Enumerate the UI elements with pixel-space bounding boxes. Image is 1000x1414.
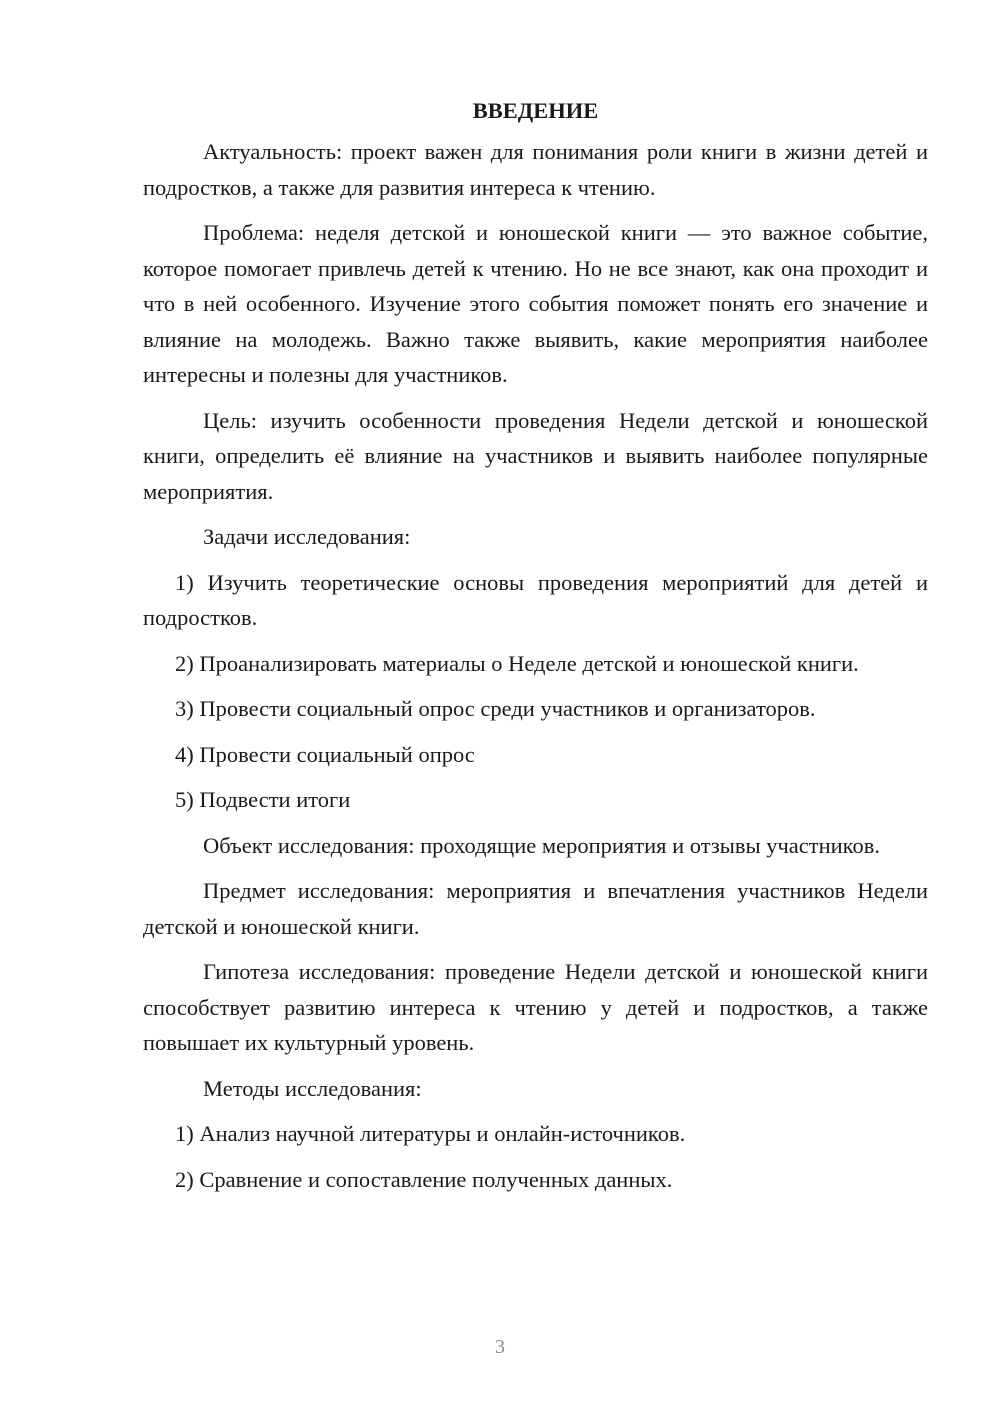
problem-paragraph: Проблема: неделя детской и юношеской книги — это важное событие, которое помогает привлечь детей к чтению. Но не все знают, как она проходит и что в ней особенного. Изучение этого события поможет понять его значение и влияние на молодежь. Важно также выявить, какие мероприятия наиболее интересны и полезны для участников. [143, 220, 928, 387]
page-content [143, 96, 928, 1207]
method-item: 2) Сравнение и сопоставление полученных данных. [175, 1166, 673, 1192]
goal-paragraph: Цель: изучить особенности проведения Недели детской и юношеской книги, определить её влияние на участников и выявить наиболее популярные мероприятия. [143, 407, 928, 504]
hypothesis-paragraph: Гипотеза исследования: проведение Недели детской и юношеской книги способствует развитию интереса к чтению у детей и подростков, а также повышает их культурный уровень. [143, 959, 928, 1055]
task-item: 5) Подвести итоги [175, 787, 351, 812]
section-title: ВВЕДЕНИЕ [472, 98, 599, 123]
relevance-paragraph: Актуальность: проект важен для понимания роли книги в жизни детей и подростков, а также для развития интереса к чтению. [143, 139, 928, 200]
method-item: 1) Анализ научной литературы и онлайн-источников. [175, 1121, 686, 1146]
task-item: 2) Проанализировать материалы о Неделе детской и юношеской книги. [175, 650, 859, 676]
task-item: 3) Провести социальный опрос среди участников и организаторов. [175, 696, 816, 721]
tasks-heading: Задачи исследования: [203, 524, 411, 549]
task-item: 4) Провести социальный опрос [175, 741, 475, 767]
methods-heading: Методы исследования: [203, 1075, 422, 1101]
object-paragraph: Объект исследования: проходящие мероприятия и отзывы участников. [203, 832, 880, 858]
page-number: 3 [495, 1336, 505, 1358]
task-item: 1) Изучить теоретические основы проведения мероприятий для детей и подростков. [143, 569, 928, 630]
subject-paragraph: Предмет исследования: мероприятия и впечатления участников Недели детской и юношеской книги. [143, 878, 928, 939]
